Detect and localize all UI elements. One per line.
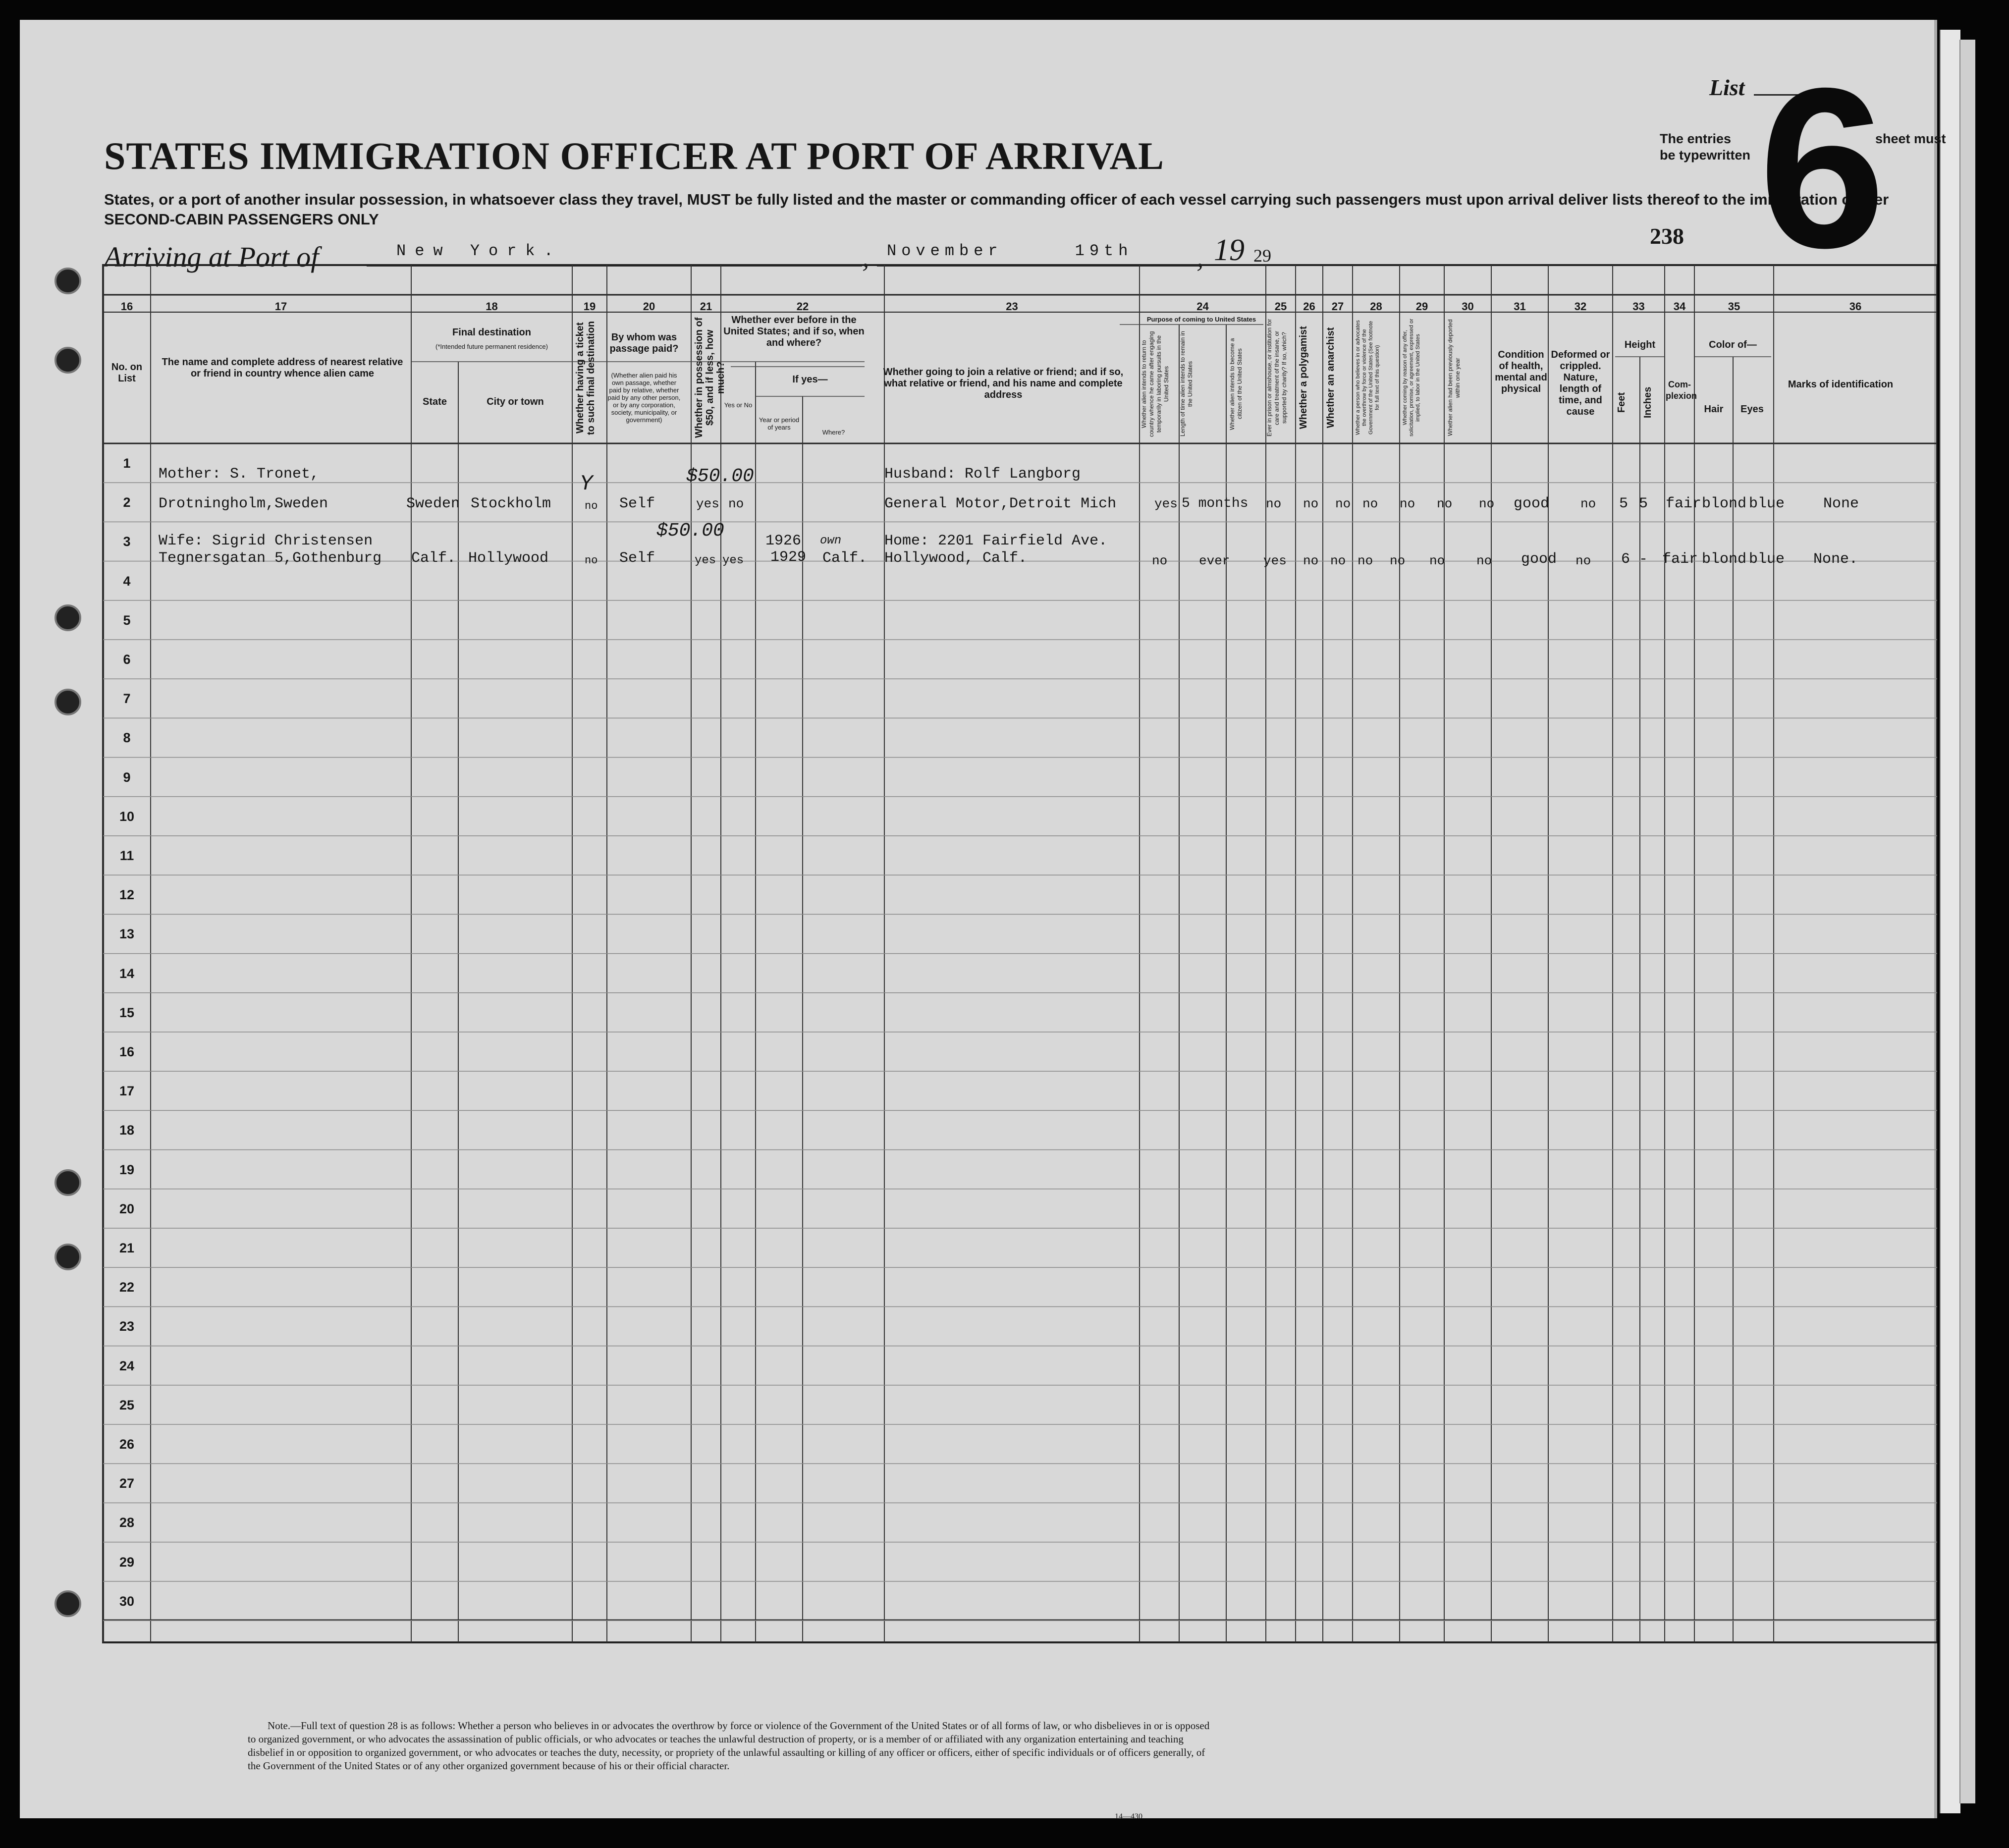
row-number: 23 xyxy=(119,1319,135,1334)
column-number: 23 xyxy=(1006,300,1018,313)
header-state: State xyxy=(423,396,447,407)
footnote: Note.—Full text of question 28 is as follows: Whether a person who believes in or advocates the overthrow by force or violence of the Government of the United States or of all forms of law, or who disbelieves in or is opposed to organized government, or who advocates the assassination of public officials, or who advocates or teaches the unlawful destruction of property, or is a member of or affiliated with any organization entertaining and teaching disbelief in or opposition to organized government, or who advocates or teaches the duty, necessity, or propriety of the unlawful assaulting or killing of any officer or officers, either of specific individuals or of officers generally, of the Government of the United States or of any other organized government because of his or their official character. xyxy=(248,1720,1210,1772)
entry-years-2: 1929 xyxy=(770,549,807,566)
stacked-page-edge xyxy=(1959,40,1975,1803)
entry-joining-address: General Motor,Detroit Mich xyxy=(884,495,1117,512)
entry-ticket: no xyxy=(585,500,598,512)
entry-citizen: yes xyxy=(1263,553,1287,568)
entry-deformed: no xyxy=(1575,553,1591,568)
row-number: 3 xyxy=(123,534,131,549)
header-question-28: Whether a person who believes in or advocates the overthrow by force or violence of the Government of the United States (See footnote for full text of this question) xyxy=(1355,320,1380,435)
entry-joining: Home: 2201 Fairfield Ave. xyxy=(884,533,1108,549)
entry-relative-address: Tegnersgatan 5,Gothenburg xyxy=(159,550,382,567)
entry-marks: None xyxy=(1823,495,1859,512)
row-number: 14 xyxy=(119,966,135,981)
row-number: 16 xyxy=(119,1044,135,1059)
column-number: 20 xyxy=(643,300,655,313)
entry-deported: no xyxy=(1476,553,1492,568)
entry-where: Calf. xyxy=(822,550,868,567)
entry-hair: blond xyxy=(1702,551,1747,568)
column-number: 27 xyxy=(1331,300,1344,313)
entry-prison: no xyxy=(1303,496,1319,511)
entry-prison: no xyxy=(1303,553,1319,568)
header-possession-50: Whether in possession of $50, and if less, how much? xyxy=(694,317,726,438)
row-number: 12 xyxy=(119,887,135,903)
row-number: 21 xyxy=(119,1241,135,1255)
entry-length: ever xyxy=(1199,553,1230,568)
entry-deported: no xyxy=(1479,496,1495,511)
column-number: 21 xyxy=(700,300,712,313)
column-number: 17 xyxy=(274,300,287,313)
entry-citizen: no xyxy=(1266,496,1282,511)
year-suffix: 29 xyxy=(1253,246,1271,266)
header-city: City or town xyxy=(487,396,544,407)
form-instruction: States, or a port of another insular possession, in whatsoever class they travel, MUST be fully listed and the master or commanding officer of each vessel carrying such passengers must upon arrival deliver lists thereof to the immigration officer xyxy=(104,191,1889,208)
entry-return: no xyxy=(1152,553,1168,568)
header-complexion: Com-plexion xyxy=(1666,380,1697,401)
form-title: STATES IMMIGRATION OFFICER AT PORT OF ARRIVAL xyxy=(104,134,1164,177)
entry-before-us: yes xyxy=(722,554,744,567)
entry-polygamist: no xyxy=(1330,553,1346,568)
entry-feet: 6 xyxy=(1621,551,1630,568)
entry-eyes: blue xyxy=(1749,551,1785,568)
entry-ticket-mark: Y xyxy=(580,472,593,496)
header-deported: Whether alien had been previously deported within one year xyxy=(1447,319,1461,436)
entries-note: be typewritten xyxy=(1660,148,1751,163)
entry-ticket: no xyxy=(585,554,598,567)
entry-where-note: own xyxy=(820,534,842,547)
row-number: 29 xyxy=(119,1554,135,1570)
row-number: 18 xyxy=(119,1123,135,1138)
entry-relative-address: Drotningholm,Sweden xyxy=(159,495,328,512)
entry-health: good xyxy=(1514,495,1550,512)
entries-note: The entries xyxy=(1660,131,1732,146)
row-number: 27 xyxy=(119,1476,135,1491)
entry-marks: None. xyxy=(1813,551,1858,568)
entry-has-50: yes xyxy=(695,554,716,567)
date-comma: , xyxy=(862,241,869,273)
entry-eyes: blue xyxy=(1749,495,1785,512)
entry-inches: 5 xyxy=(1639,495,1648,512)
entry-before-us: no xyxy=(728,496,744,511)
header-feet: Feet xyxy=(1616,392,1627,413)
header-question-29: Whether coming by reason of any offer, solicitation, promise, or agreement, expressed or implied, to labor in the United States xyxy=(1402,319,1421,437)
header-inches: Inches xyxy=(1642,386,1653,419)
header-deformed: Deformed or crippled. Nature, length of time, and cause xyxy=(1551,349,1610,417)
form-code: 14—430 xyxy=(1115,1812,1142,1821)
header-joining-relative: Whether going to join a relative or friend; and if so, what relative or friend, and his name and complete address xyxy=(883,367,1124,400)
list-label: List xyxy=(1709,75,1745,100)
header-height: Height xyxy=(1624,339,1656,350)
row-number: 15 xyxy=(119,1005,135,1020)
entry-has-50: yes xyxy=(696,496,719,511)
column-number: 34 xyxy=(1673,300,1686,313)
entry-anarchist: no xyxy=(1357,553,1373,568)
column-number: 24 xyxy=(1196,300,1209,313)
header-color-of: Color of— xyxy=(1709,339,1757,350)
header-hair: Hair xyxy=(1704,404,1724,415)
header-purpose-citizen: Whether alien intends to become a citizen of the United States xyxy=(1229,338,1243,430)
row-number: 13 xyxy=(119,926,135,942)
header-if-yes: If yes— xyxy=(792,374,828,385)
header-eyes: Eyes xyxy=(1740,404,1764,415)
row-number: 26 xyxy=(119,1437,135,1452)
header-final-destination: Final destination xyxy=(452,327,531,338)
row-number: 10 xyxy=(119,809,135,824)
entry-money: $50.00 xyxy=(686,466,754,487)
row-number: 8 xyxy=(123,730,131,746)
entry-return: yes xyxy=(1154,496,1178,511)
header-ticket: Whether having a ticket to such final destination xyxy=(575,321,597,435)
column-number: 30 xyxy=(1462,300,1474,313)
header-purpose-length: Length of time alien intends to remain in the United States xyxy=(1179,331,1194,437)
header-passage-paid-note: (Whether alien paid his own passage, whether paid by relative, whether paid by any other person, or by any corporation, society, municipality, or government) xyxy=(607,372,681,424)
entry-q29: no xyxy=(1437,496,1453,511)
row-number: 2 xyxy=(123,495,131,510)
entry-paid-by: Self xyxy=(619,550,655,567)
header-final-destination-note: (*Intended future permanent residence) xyxy=(435,343,548,350)
header-where: Where? xyxy=(822,429,845,436)
header-no-on-list: No. on List xyxy=(111,362,143,384)
row-number: 17 xyxy=(119,1084,135,1099)
row-number: 20 xyxy=(119,1201,135,1216)
arrival-date: November 19th xyxy=(887,242,1133,260)
row-number: 4 xyxy=(123,573,131,589)
header-before-in-us: Whether ever before in the United States; and if so, when and where? xyxy=(723,315,865,348)
row-number: 7 xyxy=(123,691,131,707)
row-number: 5 xyxy=(123,612,131,628)
list-number: 6 xyxy=(1759,41,1886,295)
column-number: 22 xyxy=(796,300,809,313)
entry-years: 1926 xyxy=(765,533,802,549)
entry-state: Sweden xyxy=(406,495,460,512)
entry-city: Hollywood xyxy=(468,550,549,567)
port-name: New York. xyxy=(396,242,562,260)
entry-complexion: fair xyxy=(1662,551,1698,568)
entry-complexion: fair xyxy=(1666,495,1702,512)
entry-inches: - xyxy=(1639,551,1648,568)
column-number: 33 xyxy=(1632,300,1645,313)
row-number: 19 xyxy=(119,1162,135,1177)
header-years: Year or period of years xyxy=(759,416,800,431)
row-number: 24 xyxy=(119,1358,135,1373)
entry-money: $50.00 xyxy=(656,520,724,542)
column-number: 31 xyxy=(1514,300,1526,313)
header-anarchist: Whether an anarchist xyxy=(1325,327,1336,429)
entry-q28: no xyxy=(1400,496,1415,511)
row-number: 30 xyxy=(119,1593,135,1609)
column-number: 36 xyxy=(1849,300,1862,313)
entry-paid-by: Self xyxy=(619,495,655,512)
row-number: 25 xyxy=(119,1397,135,1413)
header-purpose-return: Whether alien intends to return to country whence he came after engaging temporarily in laboring pursuits in the United States xyxy=(1140,331,1170,437)
header-polygamist: Whether a polygamist xyxy=(1298,326,1309,430)
column-number: 28 xyxy=(1370,300,1382,313)
header-relative-address: The name and complete address of nearest relative or friend in country whence alien came xyxy=(162,357,403,379)
arriving-label: Arriving at Port of xyxy=(104,241,319,273)
column-number: 16 xyxy=(120,300,133,313)
header-prison: Ever in prison or almshouse, or institution for care and treatment of the insane, or supported by charity? If so, which? xyxy=(1266,319,1288,437)
entry-q28: no xyxy=(1390,553,1406,568)
entry-state: Calf. xyxy=(411,550,456,567)
header-passage-paid: By whom was passage paid? xyxy=(609,332,679,354)
entry-deformed: no xyxy=(1580,496,1596,511)
row-number: 22 xyxy=(119,1280,135,1295)
column-number: 25 xyxy=(1274,300,1287,313)
year-prefix: 19 xyxy=(1214,233,1245,267)
entries-note: sheet must xyxy=(1875,131,1946,146)
manifest-sheet xyxy=(20,20,1946,1821)
entry-health: good xyxy=(1521,551,1557,568)
table-grid xyxy=(20,20,1937,1818)
stacked-page-edge xyxy=(1940,30,1960,1813)
column-number: 32 xyxy=(1574,300,1587,313)
entry-q29: no xyxy=(1429,553,1445,568)
entry-length: 5 months xyxy=(1182,496,1249,511)
row-number: 11 xyxy=(119,848,134,863)
entry-relative: Wife: Sigrid Christensen xyxy=(159,533,373,549)
year-comma: , xyxy=(1196,241,1204,273)
row-number: 6 xyxy=(123,652,131,667)
header-yes-no: Yes or No xyxy=(724,401,753,409)
entry-anarchist: no xyxy=(1362,496,1378,511)
entry-feet: 5 xyxy=(1619,495,1629,512)
passenger-class: SECOND-CABIN PASSENGERS ONLY xyxy=(104,211,379,228)
entry-hair: blond xyxy=(1702,495,1747,512)
entry-relative: Mother: S. Tronet, xyxy=(159,466,320,483)
entry-city: Stockholm xyxy=(471,495,551,512)
row-number: 28 xyxy=(119,1515,135,1530)
column-number: 18 xyxy=(486,300,498,313)
row-number: 1 xyxy=(123,456,131,471)
page-number: 238 xyxy=(1650,223,1684,249)
header-marks: Marks of identification xyxy=(1788,379,1894,390)
row-number: 9 xyxy=(123,769,131,785)
column-number: 26 xyxy=(1303,300,1315,313)
column-number: 29 xyxy=(1415,300,1428,313)
header-health: Condition of health, mental and physical xyxy=(1495,349,1547,394)
entry-joining-address: Hollywood, Calf. xyxy=(884,550,1028,567)
entry-joining: Husband: Rolf Langborg xyxy=(884,466,1081,483)
header-purpose: Purpose of coming to United States xyxy=(1146,316,1256,323)
column-number: 35 xyxy=(1728,300,1740,313)
column-number: 19 xyxy=(583,300,596,313)
entry-polygamist: no xyxy=(1335,496,1351,511)
